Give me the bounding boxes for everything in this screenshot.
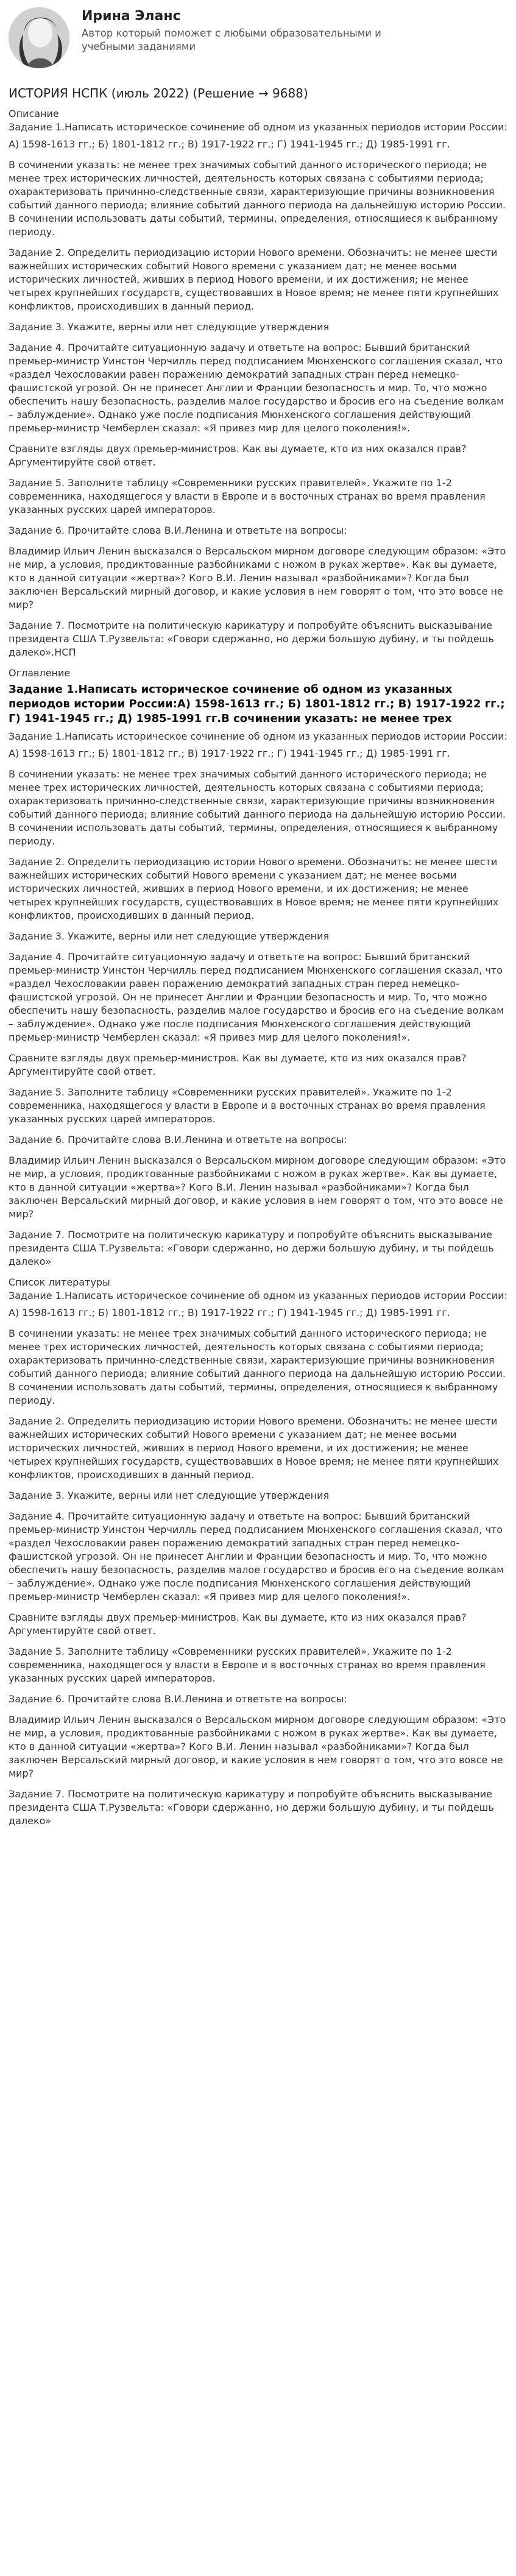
lit-task-2-text: Задание 2. Определить периодизацию истории Нового времени. Обозначить: не менее шести важнейших исторических событий Нового времени с указанием дат; не менее восьми исторических личностей, живших в период Нового времени, и их достижения; не менее четырех крупнейших государств, существовавших в Новое время; не менее пяти крупнейших конфликтов, происходивших в данный период. [9, 1415, 499, 1481]
task-6-question: Владимир Ильич Ленин высказался о Версальском мирном договоре следующим образом: «Это не мир, а условия, продиктованные разбойниками с ножом в руках жертве». Как вы думаете, кто в данной ситуации «жертва»? Кого В.И. Ленин называл «разбойниками»? Когда был заключен Версальский мирный договор, и какие условия в нем говорят о том, что это вовсе не мир? [9, 545, 506, 610]
task-4-text: Задание 4. Прочитайте ситуационную задачу и ответьте на вопрос: Бывший британский премьер-министр Уинстон Черчилль перед подписанием Мюнхенского соглашения сказал, что «раздел Чехословакии равен поражению демократий западных стран перед немецко-фашистской угрозой. Он не принесет Англии и Франции безопасность и мир. То, что можно обеспечить нашу безопасность, разделив малое государство и бросив его на съедение волкам – заблуждение». Однако уже после подписания Мюнхенского соглашения действующий премьер-министр Чемберлен сказал: «Я привез мир для целого поколения!». [9, 342, 504, 434]
task-1-periods: А) 1598-1613 гг.; Б) 1801-1812 гг.; В) 1917-1922 гг.; Г) 1941-1945 гг.; Д) 1985-1991 гг. [9, 138, 450, 150]
author-name[interactable]: Ирина Эланс [82, 9, 181, 24]
task-6-text: Задание 6. Прочитайте слова В.И.Ленина и ответьте на вопросы: [9, 525, 347, 536]
description-label: Описание [9, 108, 59, 119]
task-5-text: Задание 5. Заполните таблицу «Современники русских правителей». Укажите по 1-2 современника, находящегося у власти в Европе и в восточных странах во время правления указанных русских царей императоров. [9, 477, 486, 515]
toc-heading: Задание 1.Написать историческое сочинение об одном из указанных периодов истории России:А) 1598-1613 гг.; Б) 1801-1812 гг.; В) 1917-1922 гг.; Г) 1941-1945 гг.; Д) 1985-1991 гг.В сочинении указать: не менее трех [9, 683, 505, 725]
lit-task-6-question: Владимир Ильич Ленин высказался о Версальском мирном договоре следующим образом: «Это не мир, а условия, продиктованные разбойниками с ножом в руках жертве». Как вы думаете, кто в данной ситуации «жертва»? Кого В.И. Ленин называл «разбойниками»? Когда был заключен Версальский мирный договор, и какие условия в нем говорят о том, что это вовсе не мир? [9, 1714, 506, 1779]
lit-task-1-text: Задание 1.Написать историческое сочинение об одном из указанных периодов истории России: [9, 1290, 507, 1301]
avatar[interactable] [9, 7, 69, 68]
lit-task-4-text: Задание 4. Прочитайте ситуационную задачу и ответьте на вопрос: Бывший британский премьер-министр Уинстон Черчилль перед подписанием Мюнхенского соглашения сказал, что «раздел Чехословакии равен поражению демократий западных стран перед немецко-фашистской угрозой. Он не принесет Англии и Франции безопасность и мир. То, что можно обеспечить нашу безопасность, разделив малое государство и бросив его на съедение волкам – заблуждение». Однако уже после подписания Мюнхенского соглашения действующий премьер-министр Чемберлен сказал: «Я привез мир для целого поколения!». [9, 1510, 504, 1602]
lit-task-4-question: Сравните взгляды двух премьер-министров. Как вы думаете, кто из них оказался прав? Аргументируйте свой ответ. [9, 1612, 467, 1637]
lit-task-1-periods: А) 1598-1613 гг.; Б) 1801-1812 гг.; В) 1917-1922 гг.; Г) 1941-1945 гг.; Д) 1985-1991 гг. [9, 1307, 450, 1318]
task-2-text: Задание 2. Определить периодизацию истории Нового времени. Обозначить: не менее шести важнейших исторических событий Нового времени с указанием дат; не менее восьми исторических личностей, живших в период Нового времени, и их достижения; не менее четырех крупнейших государств, существовавших в Новое время; не менее пяти крупнейших конфликтов, происходивших в данный период. [9, 247, 499, 312]
toc-task-3-text: Задание 3. Укажите, верны или нет следующие утверждения [9, 930, 330, 942]
lit-task-6-text: Задание 6. Прочитайте слова В.И.Ленина и ответьте на вопросы: [9, 1693, 347, 1705]
toc-label: Оглавление [9, 667, 71, 679]
lit-task-1-requirements: В сочинении указать: не менее трех значимых событий данного исторического периода; не менее трех исторических личностей, деятельность которых связана с событиями периода; охарактеризовать причинно-следственные связи, характеризующие причины возникновения событий данного периода; влияние событий данного периода на дальнейшую историю России. В сочинении использовать даты событий, термины, определения, относящиеся к выбранному периоду. [9, 1328, 506, 1406]
task-1-requirements: В сочинении указать: не менее трех значимых событий данного исторического периода; не менее трех исторических личностей, деятельность которых связана с событиями периода; охарактеризовать причинно-следственные связи, характеризующие причины возникновения событий данного периода; влияние событий данного периода на дальнейшую историю России. В сочинении использовать даты событий, термины, определения, относящиеся к выбранному периоду. [9, 159, 506, 238]
task-3-text: Задание 3. Укажите, верны или нет следующие утверждения [9, 321, 330, 333]
task-4-question: Сравните взгляды двух премьер-министров. Как вы думаете, кто из них оказался прав? Аргументируйте свой ответ. [9, 443, 467, 468]
toc-task-6-question: Владимир Ильич Ленин высказался о Версальском мирном договоре следующим образом: «Это не мир, а условия, продиктованные разбойниками с ножом в руках жертве». Как вы думаете, кто в данной ситуации «жертва»? Кого В.И. Ленин называл «разбойниками»? Когда был заключен Версальский мирный договор, и какие условия в нем говорят о том, что это вовсе не мир? [9, 1155, 506, 1220]
lit-task-3-text: Задание 3. Укажите, верны или нет следующие утверждения [9, 1490, 330, 1501]
lit-task-5-text: Задание 5. Заполните таблицу «Современники русских правителей». Укажите по 1-2 современника, находящегося у власти в Европе и в восточных странах во время правления указанных русских царей императоров. [9, 1646, 486, 1684]
toc-task-1-requirements: В сочинении указать: не менее трех значимых событий данного исторического периода; не менее трех исторических личностей, деятельность которых связана с событиями периода; охарактеризовать причинно-следственные связи, характеризующие причины возникновения событий данного периода; влияние событий данного периода на дальнейшую историю России. В сочинении использовать даты событий, термины, определения, относящиеся к выбранному периоду. [9, 768, 506, 847]
toc-task-7-text: Задание 7. Посмотрите на политическую карикатуру и попробуйте объяснить высказывание президента США Т.Рузвельта: «Говори сдержанно, но держи большую дубину, и ты пойдешь далеко» [9, 1229, 494, 1267]
avatar-image [9, 7, 69, 68]
toc-task-1-periods: А) 1598-1613 гг.; Б) 1801-1812 гг.; В) 1917-1922 гг.; Г) 1941-1945 гг.; Д) 1985-1991 гг. [9, 748, 450, 759]
task-1-text: Задание 1.Написать историческое сочинение об одном из указанных периодов истории России: [9, 121, 507, 133]
literature-label: Список литературы [9, 1276, 110, 1288]
lit-task-7-text: Задание 7. Посмотрите на политическую карикатуру и попробуйте объяснить высказывание президента США Т.Рузвельта: «Говори сдержанно, но держи большую дубину, и ты пойдешь далеко» [9, 1788, 494, 1827]
toc-task-4-question: Сравните взгляды двух премьер-министров. Как вы думаете, кто из них оказался прав? Аргументируйте свой ответ. [9, 1052, 467, 1077]
toc-task-1-text: Задание 1.Написать историческое сочинение об одном из указанных периодов истории России: [9, 731, 507, 742]
author-description: Автор который поможет с любыми образовательными и учебными заданиями [82, 27, 381, 52]
author-card [9, 7, 507, 71]
toc-task-4-text: Задание 4. Прочитайте ситуационную задачу и ответьте на вопрос: Бывший британский премьер-министр Уинстон Черчилль перед подписанием Мюнхенского соглашения сказал, что «раздел Чехословакии равен поражению демократий западных стран перед немецко-фашистской угрозой. Он не принесет Англии и Франции безопасность и мир. То, что можно обеспечить нашу безопасность, разделив малое государство и бросив его на съедение волкам – заблуждение». Однако уже после подписания Мюнхенского соглашения действующий премьер-министр Чемберлен сказал: «Я привез мир для целого поколения!». [9, 951, 504, 1043]
toc-task-2-text: Задание 2. Определить периодизацию истории Нового времени. Обозначить: не менее шести важнейших исторических событий Нового времени с указанием дат; не менее восьми исторических личностей, живших в период Нового времени, и их достижения; не менее четырех крупнейших государств, существовавших в Новое время; не менее пяти крупнейших конфликтов, происходивших в данный период. [9, 856, 499, 921]
toc-task-6-text: Задание 6. Прочитайте слова В.И.Ленина и ответьте на вопросы: [9, 1134, 347, 1145]
toc-task-5-text: Задание 5. Заполните таблицу «Современники русских правителей». Укажите по 1-2 современника, находящегося у власти в Европе и в восточных странах во время правления указанных русских царей императоров. [9, 1086, 486, 1125]
task-7-text: Задание 7. Посмотрите на политическую карикатуру и попробуйте объяснить высказывание президента США Т.Рузвельта: «Говори сдержанно, но держи большую дубину, и ты пойдешь далеко».НСП [9, 620, 494, 658]
page-title: ИСТОРИЯ НСПК (июль 2022) (Решение → 9688) [9, 86, 308, 101]
